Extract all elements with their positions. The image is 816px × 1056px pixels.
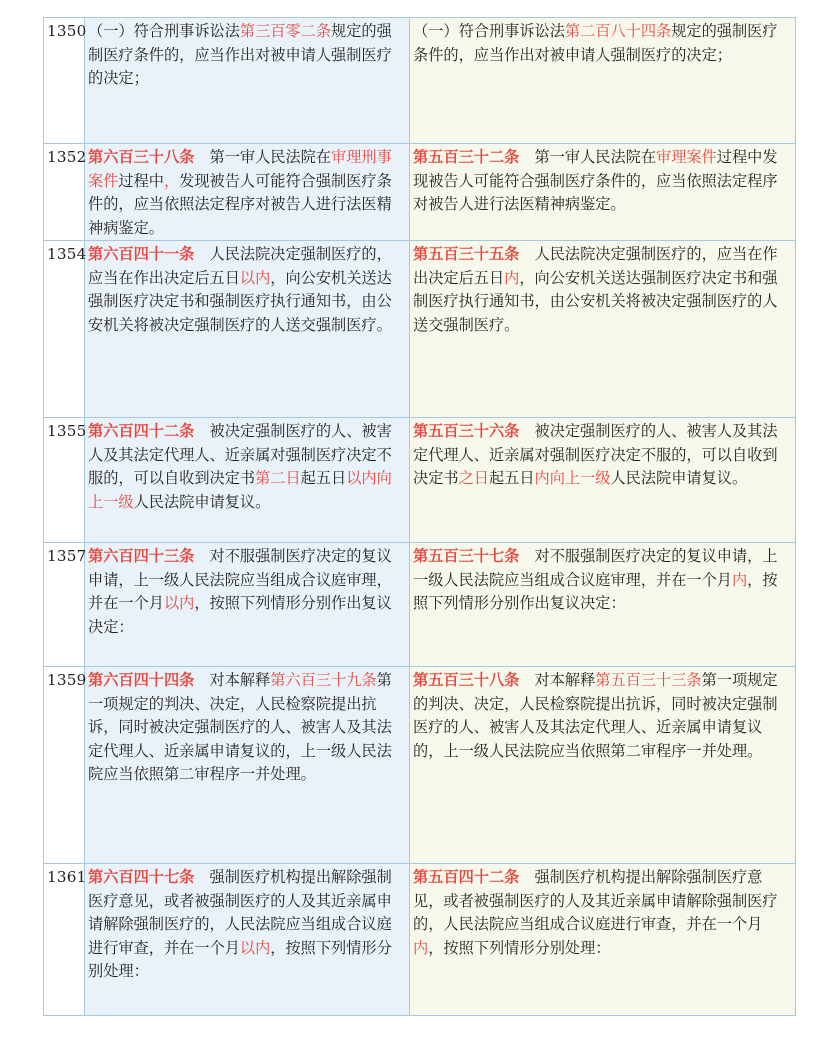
article-heading: 第五百三十六条 <box>413 422 520 440</box>
table-row <box>44 543 796 667</box>
provision-text: ，按照下列情形分别处理： <box>88 938 392 980</box>
provision-text: 规定的强制医疗条件的，应当作出对被申请人强制医疗的决定； <box>413 22 778 64</box>
row-number: 1355 <box>44 418 85 543</box>
provision-text: ，按照下列情形分别处理： <box>428 938 611 957</box>
changed-text: 以内 <box>163 594 195 612</box>
provision-text: 强制医疗机构提出解除强制医疗意见，或者被强制医疗的人及其近亲属申请解除强制医疗的，人民法院应当组成合议庭进行审查，并在一个月 <box>88 868 392 957</box>
article-heading: 第六百四十四条 <box>88 671 195 689</box>
provision-text: ，按照下列情形分别作出复议决定： <box>413 570 778 612</box>
old-provision-cell <box>85 543 410 667</box>
changed-text: 第二日 <box>255 469 301 487</box>
changed-text: 以内向上一级 <box>88 469 392 511</box>
changed-text: 内 <box>413 938 429 957</box>
old-provision-cell <box>85 18 410 144</box>
provision-text: 对本解释 <box>519 671 596 689</box>
row-number: 1357 <box>44 543 85 667</box>
provision-text: 人民法院申请复议。 <box>610 469 748 487</box>
new-provision-cell <box>410 667 796 864</box>
old-provision-cell <box>85 144 410 241</box>
changed-text: 之日 <box>458 469 489 487</box>
comparison-body <box>44 18 796 1016</box>
article-heading: 第五百三十七条 <box>413 547 520 565</box>
provision-text: 人民法院决定强制医疗的，应当在作出决定后五日 <box>88 245 392 287</box>
article-heading: 第六百三十八条 <box>88 148 195 166</box>
old-provision-cell <box>85 667 410 864</box>
old-provision-cell <box>85 418 410 543</box>
changed-text: 内 <box>731 570 748 589</box>
changed-text: 以内 <box>239 268 271 287</box>
article-heading: 第五百四十二条 <box>413 868 520 886</box>
article-heading: 第五百三十二条 <box>413 148 520 166</box>
provision-text: 强制医疗机构提出解除强制医疗意见，或者被强制医疗的人及其近亲属申请解除强制医疗的，人民法院应当组成合议庭进行审查，并在一个月 <box>413 868 778 933</box>
old-provision-cell <box>85 864 410 1016</box>
row-number: 1361 <box>44 864 85 1016</box>
provision-text: 第一审人民法院在 <box>519 148 656 166</box>
row-number: 1350 <box>44 18 85 144</box>
new-provision-cell <box>410 864 796 1016</box>
new-provision-cell <box>410 418 796 543</box>
changed-text: 审理刑事案件 <box>88 148 392 190</box>
table-row <box>44 864 796 1016</box>
article-heading: 第五百三十八条 <box>413 671 520 689</box>
provision-text: 对本解释 <box>194 671 271 689</box>
provision-text: 对不服强制医疗决定的复议申请，上一级人民法院应当组成合议庭审理，并在一个月 <box>413 547 778 589</box>
provision-text: ，向公安机关送达强制医疗决定书和强制医疗执行通知书，由公安机关将被决定强制医疗的人送交强制医疗。 <box>413 268 778 334</box>
table-row <box>44 18 796 144</box>
old-provision-cell <box>85 241 410 418</box>
provision-text: 发现被告人可能符合强制医疗条件的，应当依照法定程序对被告人进行法医精神病鉴定。 <box>88 171 392 237</box>
provision-text: 起五日 <box>300 469 347 487</box>
new-provision-cell <box>410 241 796 418</box>
row-number: 1354 <box>44 241 85 418</box>
provision-text: 被决定强制医疗的人、被害人及其法定代理人、近亲属对强制医疗决定不服的，可以自收到决定书 <box>88 422 392 487</box>
changed-text: 审理案件 <box>656 148 717 166</box>
table-row <box>44 667 796 864</box>
provision-text: 被决定强制医疗的人、被害人及其法定代理人、近亲属对强制医疗决定不服的，可以自收到决定书 <box>413 422 778 487</box>
changed-text: ， <box>163 171 180 190</box>
changed-text: 第二百八十四条 <box>564 22 672 40</box>
provision-text: 规定的强制医疗条件的，应当作出对被申请人强制医疗的决定； <box>88 22 392 87</box>
table-row <box>44 241 796 418</box>
article-heading: 第六百四十三条 <box>88 547 195 565</box>
provision-text: （一）符合刑事诉讼法 <box>88 22 240 40</box>
changed-text: 以内 <box>239 938 271 957</box>
row-number: 1352 <box>44 144 85 241</box>
table-row <box>44 144 796 241</box>
article-heading: 第五百三十五条 <box>413 245 520 263</box>
new-provision-cell <box>410 144 796 241</box>
provision-text: ，向公安机关送达强制医疗决定书和强制医疗执行通知书，由公安机关将被决定强制医疗的人送交强制医疗。 <box>88 268 392 334</box>
changed-text: 第六百三十九条 <box>270 671 377 689</box>
changed-text: 内 <box>504 268 520 287</box>
provision-text: 对不服强制医疗决定的复议申请，上一级人民法院应当组成合议庭审理，并在一个月 <box>88 547 392 612</box>
provision-text: 第一审人民法院在 <box>194 148 331 166</box>
comparison-table <box>43 17 796 1016</box>
changed-text: 内向上一级 <box>534 469 611 487</box>
article-heading: 第六百四十七条 <box>88 868 195 886</box>
changed-text: 第三百零二条 <box>239 22 331 40</box>
new-provision-cell <box>410 18 796 144</box>
provision-text: 第一项规定的判决、决定，人民检察院提出抗诉，同时被决定强制医疗的人、被害人及其法定代理人、近亲属申请复议的，上一级人民法院应当依照第二审程序一并处理。 <box>88 671 392 783</box>
provision-text: 起五日 <box>488 469 535 487</box>
provision-text: 过程中发现被告人可能符合强制医疗条件的，应当依照法定程序对被告人进行法医精神病鉴定。 <box>413 148 778 213</box>
provision-text: 第一项规定的判决、决定，人民检察院提出抗诉，同时被决定强制医疗的人、被害人及其法定代理人、近亲属申请复议的，上一级人民法院应当依照第二审程序一并处理。 <box>413 671 778 760</box>
new-provision-cell <box>410 543 796 667</box>
article-heading: 第六百四十一条 <box>88 245 195 263</box>
changed-text: 第五百三十三条 <box>595 671 702 689</box>
provision-text: 人民法院申请复议。 <box>133 492 271 511</box>
table-row <box>44 418 796 543</box>
provision-text: 过程中 <box>118 171 164 190</box>
provision-text: （一）符合刑事诉讼法 <box>413 22 565 40</box>
article-heading: 第六百四十二条 <box>88 422 195 440</box>
provision-text: ，按照下列情形分别作出复议决定： <box>88 594 392 636</box>
provision-text: 人民法院决定强制医疗的，应当在作出决定后五日 <box>413 245 778 287</box>
row-number: 1359 <box>44 667 85 864</box>
